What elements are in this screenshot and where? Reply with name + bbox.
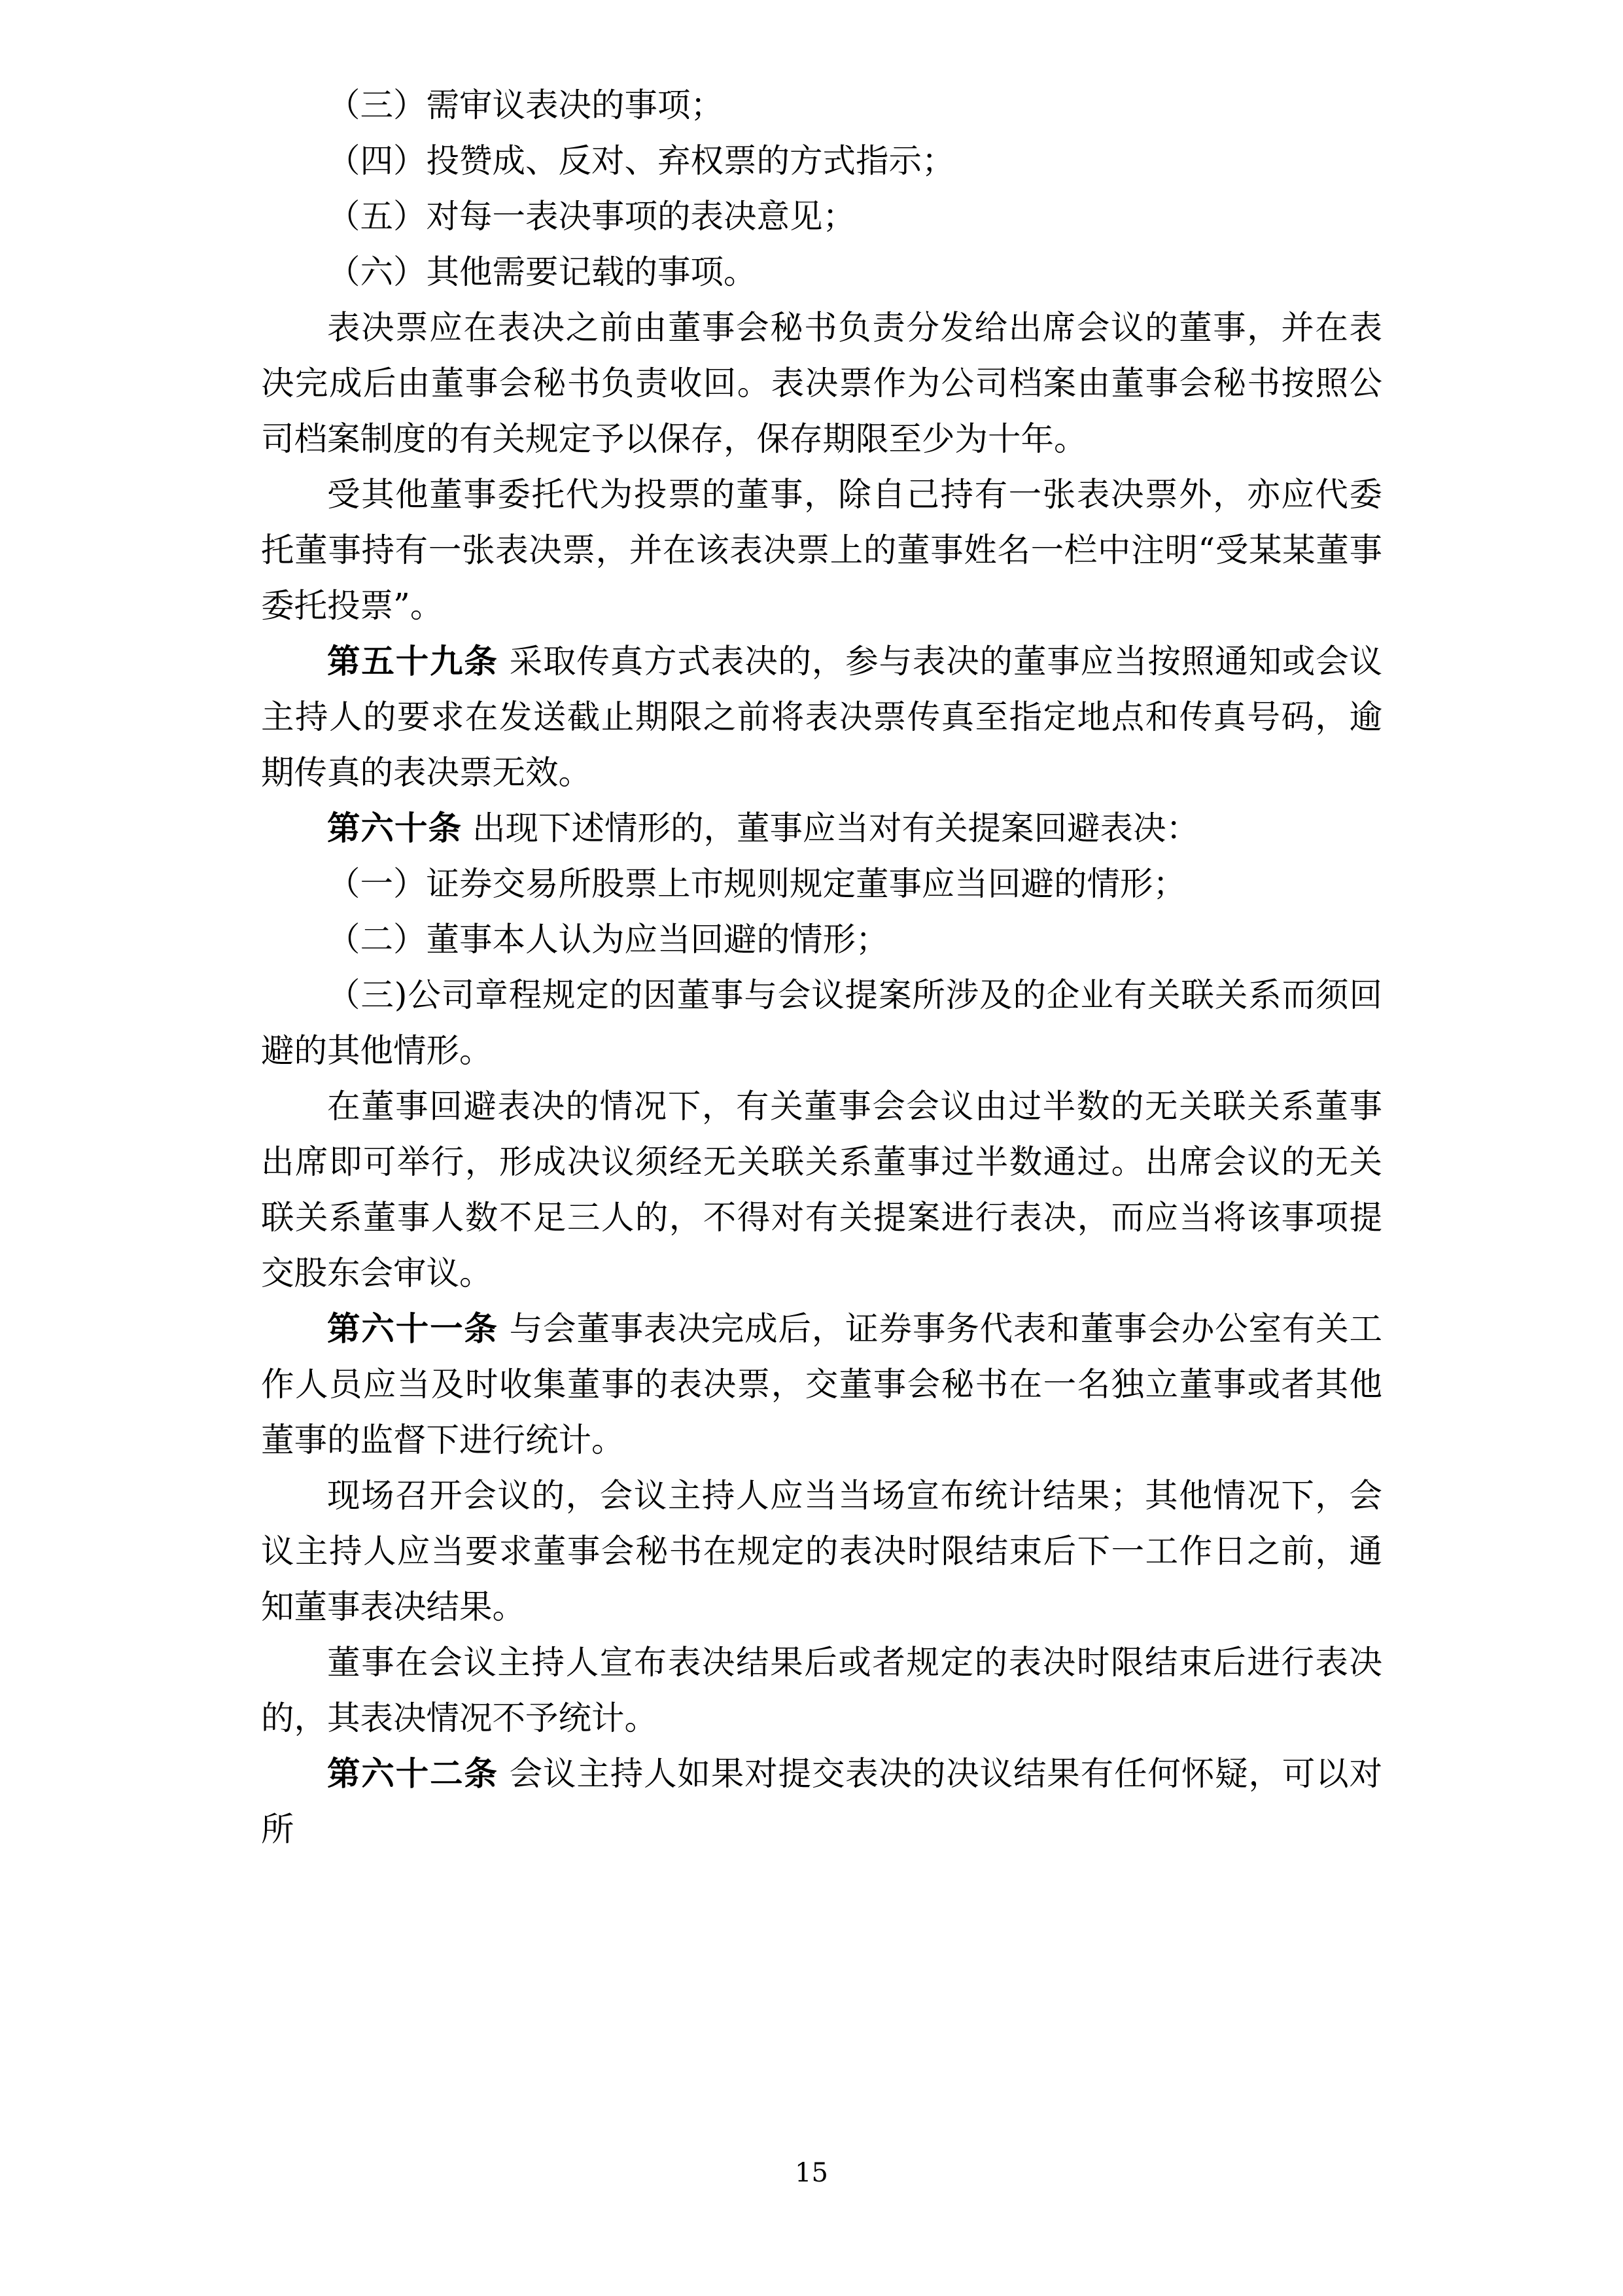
article-label: 第六十一条 (327, 1309, 498, 1348)
page-content (261, 77, 1382, 1857)
article-label: 第五十九条 (327, 642, 498, 680)
article-label: 第六十条 (327, 809, 462, 847)
clause-item: （六）其他需要记载的事项。 (327, 253, 757, 291)
body-paragraph: 在董事回避表决的情况下，有关董事会会议由过半数的无关联关系董事出席即可举行，形成决议须经无关联关系董事过半数通过。出席会议的无关联关系董事人数不足三人的，不得对有关提案进行表决，而应当将该事项提交股东会审议。 (261, 1087, 1382, 1292)
body-paragraph: 董事在会议主持人宣布表决结果后或者规定的表决时限结束后进行表决的，其表决情况不予统计。 (261, 1643, 1382, 1737)
clause-item: （四）投赞成、反对、弃权票的方式指示； (327, 141, 955, 180)
article-text: 出现下述情形的，董事应当对有关提案回避表决： (472, 809, 1199, 847)
article-paragraph (261, 1301, 1382, 1468)
body-paragraph: 表决票应在表决之前由董事会秘书负责分发给出席会议的董事，并在表决完成后由董事会秘书负责收回。表决票作为公司档案由董事会秘书按照公司档案制度的有关规定予以保存，保存期限至少为十年。 (261, 308, 1382, 458)
clause-item: （三）需审议表决的事项； (327, 86, 724, 124)
page-number: 15 (795, 2158, 828, 2188)
article-text: 会议主持人如果对提交表决的决议结果有任何怀疑，可以对所 (261, 1754, 1383, 1848)
article-text: 采取传真方式表决的，参与表决的董事应当按照通知或会议主持人的要求在发送截止期限之前将表决票传真至指定地点和传真号码，逾期传真的表决票无效。 (261, 642, 1383, 792)
clause-item: （二）董事本人认为应当回避的情形； (327, 920, 889, 959)
body-paragraph: 现场召开会议的，会议主持人应当当场宣布统计结果；其他情况下，会议主持人应当要求董事会秘书在规定的表决时限结束后下一工作日之前，通知董事表决结果。 (261, 1476, 1382, 1626)
clause-item: （三)公司章程规定的因董事与会议提案所涉及的企业有关联关系而须回避的其他情形。 (261, 976, 1382, 1070)
article-paragraph (261, 800, 1382, 856)
article-label: 第六十二条 (327, 1754, 498, 1793)
article-text: 与会董事表决完成后，证券事务代表和董事会办公室有关工作人员应当及时收集董事的表决票，交董事会秘书在一名独立董事或者其他董事的监督下进行统计。 (261, 1309, 1383, 1459)
clause-item: （一）证券交易所股票上市规则规定董事应当回避的情形； (327, 864, 1186, 903)
body-paragraph: 受其他董事委托代为投票的董事，除自己持有一张表决票外，亦应代委托董事持有一张表决票，并在该表决票上的董事姓名一栏中注明“受某某董事委托投票”。 (261, 475, 1382, 625)
article-paragraph (261, 633, 1382, 800)
clause-item: （五）对每一表决事项的表决意见； (327, 197, 856, 236)
article-paragraph (261, 1746, 1382, 1857)
